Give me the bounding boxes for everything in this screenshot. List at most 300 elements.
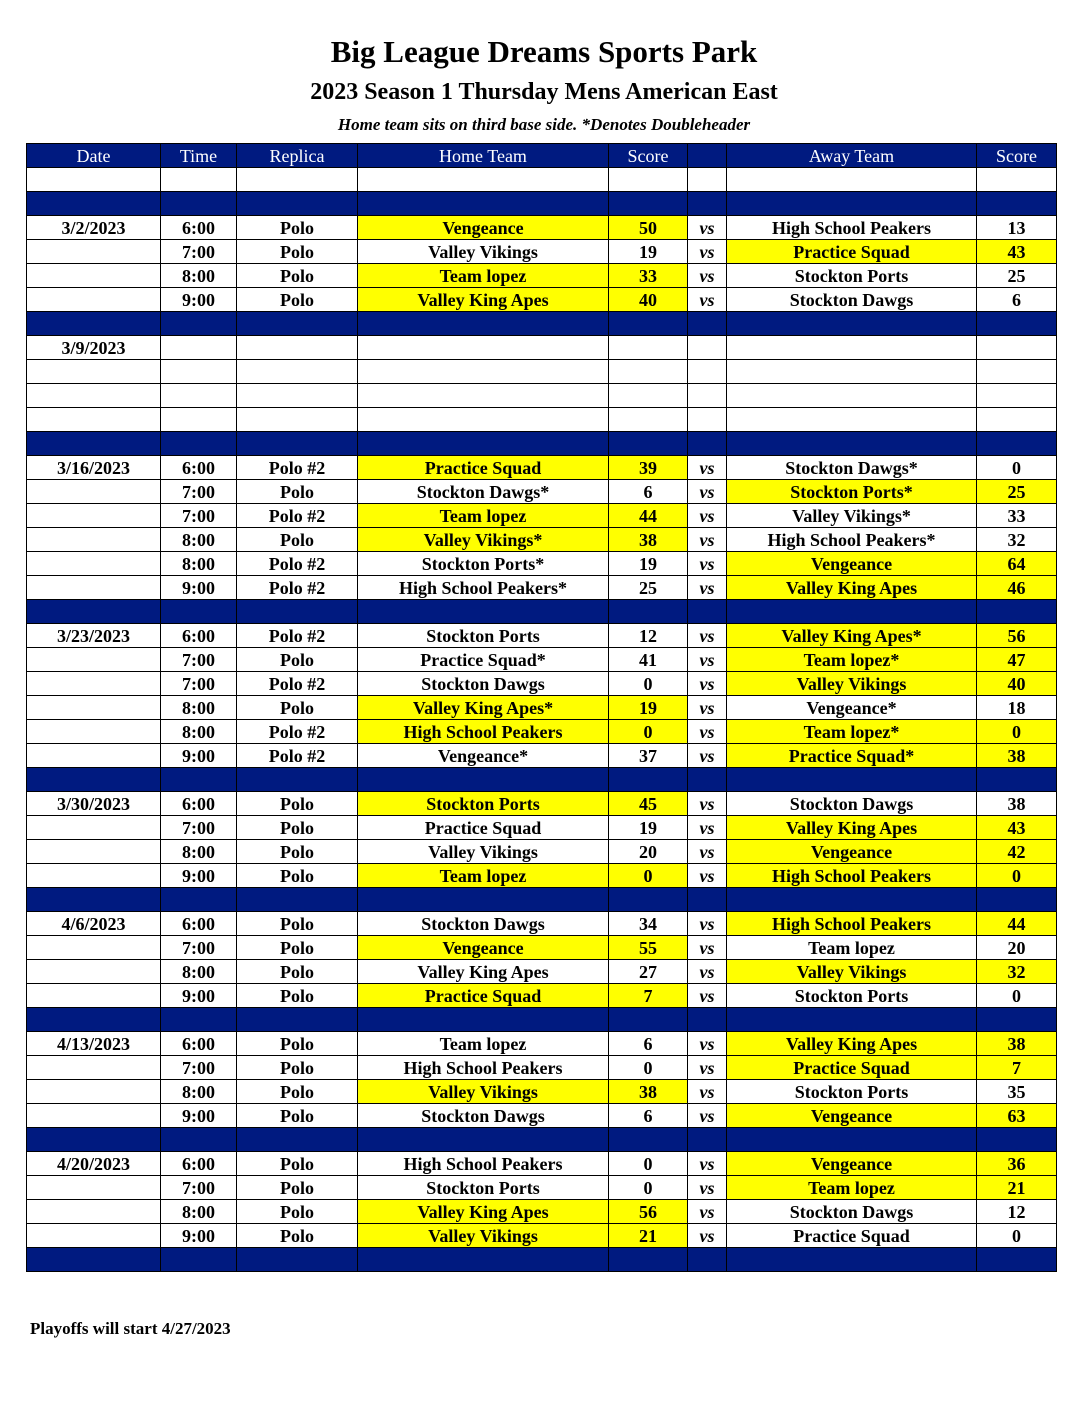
vs-cell [688, 336, 727, 360]
replica-cell: Polo #2 [237, 456, 358, 480]
away-score-cell: 0 [977, 864, 1057, 888]
home-team-cell: Stockton Ports [358, 1176, 609, 1200]
separator-cell [237, 312, 358, 336]
home-team-cell: Stockton Dawgs [358, 1104, 609, 1128]
separator-cell [688, 1128, 727, 1152]
week-separator-row [27, 1008, 1057, 1032]
time-cell: 8:00 [161, 528, 237, 552]
vs-cell: vs [688, 288, 727, 312]
table-row [27, 336, 1057, 360]
separator-cell [161, 1008, 237, 1032]
separator-cell [27, 1008, 161, 1032]
time-cell: 6:00 [161, 792, 237, 816]
vs-cell: vs [688, 240, 727, 264]
away-team-cell: Team lopez [727, 936, 977, 960]
away-team-cell: Stockton Ports [727, 1080, 977, 1104]
home-team-cell: Practice Squad [358, 816, 609, 840]
replica-cell [237, 168, 358, 192]
time-cell: 9:00 [161, 984, 237, 1008]
table-row [27, 504, 1057, 528]
date-cell [27, 960, 161, 984]
replica-cell: Polo [237, 264, 358, 288]
home-score-cell [609, 336, 688, 360]
table-row [27, 1176, 1057, 1200]
separator-cell [688, 192, 727, 216]
vs-cell: vs [688, 264, 727, 288]
home-team-cell: Vengeance [358, 216, 609, 240]
home-score-cell: 0 [609, 720, 688, 744]
col-header-vs [688, 144, 727, 168]
separator-cell [688, 1008, 727, 1032]
replica-cell: Polo [237, 1104, 358, 1128]
home-score-cell: 38 [609, 1080, 688, 1104]
home-team-cell: Stockton Dawgs [358, 672, 609, 696]
week-separator-row [27, 432, 1057, 456]
vs-cell: vs [688, 1032, 727, 1056]
date-cell [27, 240, 161, 264]
separator-cell [688, 600, 727, 624]
away-team-cell: Vengeance [727, 1152, 977, 1176]
vs-cell: vs [688, 864, 727, 888]
home-score-cell [609, 384, 688, 408]
time-cell: 6:00 [161, 912, 237, 936]
vs-cell: vs [688, 744, 727, 768]
home-team-cell: Valley King Apes [358, 288, 609, 312]
home-team-cell: Vengeance [358, 936, 609, 960]
separator-cell [27, 312, 161, 336]
away-team-cell: Stockton Dawgs* [727, 456, 977, 480]
vs-cell: vs [688, 936, 727, 960]
vs-cell: vs [688, 624, 727, 648]
table-header-row [27, 144, 1057, 168]
table-row [27, 984, 1057, 1008]
time-cell: 9:00 [161, 864, 237, 888]
away-team-cell: Valley King Apes [727, 816, 977, 840]
col-header-away-score: Score [977, 144, 1057, 168]
replica-cell: Polo [237, 240, 358, 264]
home-score-cell: 12 [609, 624, 688, 648]
separator-cell [358, 1128, 609, 1152]
vs-cell: vs [688, 984, 727, 1008]
time-cell: 7:00 [161, 672, 237, 696]
table-row [27, 1224, 1057, 1248]
away-score-cell: 46 [977, 576, 1057, 600]
table-row [27, 696, 1057, 720]
date-cell [27, 552, 161, 576]
home-score-cell: 19 [609, 240, 688, 264]
separator-cell [237, 600, 358, 624]
home-score-cell: 45 [609, 792, 688, 816]
home-team-cell: Practice Squad [358, 456, 609, 480]
date-cell: 3/2/2023 [27, 216, 161, 240]
time-cell: 7:00 [161, 240, 237, 264]
separator-cell [977, 1248, 1057, 1272]
playoffs-note: Playoffs will start 4/27/2023 [30, 1319, 231, 1338]
replica-cell: Polo #2 [237, 552, 358, 576]
separator-cell [609, 888, 688, 912]
time-cell: 8:00 [161, 696, 237, 720]
away-score-cell: 40 [977, 672, 1057, 696]
date-cell: 3/23/2023 [27, 624, 161, 648]
home-score-cell: 0 [609, 864, 688, 888]
home-team-cell: Stockton Ports [358, 624, 609, 648]
home-team-cell: Stockton Dawgs* [358, 480, 609, 504]
table-row [27, 384, 1057, 408]
separator-cell [237, 1008, 358, 1032]
separator-cell [609, 192, 688, 216]
away-score-cell [977, 168, 1057, 192]
separator-cell [727, 1248, 977, 1272]
separator-cell [27, 768, 161, 792]
vs-cell: vs [688, 1152, 727, 1176]
away-score-cell: 56 [977, 624, 1057, 648]
separator-cell [358, 1008, 609, 1032]
time-cell: 8:00 [161, 1080, 237, 1104]
home-team-cell: Valley Vikings [358, 840, 609, 864]
away-team-cell: Practice Squad* [727, 744, 977, 768]
table-row [27, 912, 1057, 936]
separator-cell [161, 1128, 237, 1152]
away-team-cell [727, 408, 977, 432]
home-team-cell [358, 336, 609, 360]
time-cell: 6:00 [161, 1032, 237, 1056]
col-header-date: Date [27, 144, 161, 168]
separator-cell [977, 888, 1057, 912]
vs-cell [688, 168, 727, 192]
away-score-cell: 7 [977, 1056, 1057, 1080]
replica-cell: Polo [237, 984, 358, 1008]
table-row [27, 672, 1057, 696]
home-team-cell: High School Peakers [358, 720, 609, 744]
table-row [27, 240, 1057, 264]
separator-cell [358, 192, 609, 216]
away-team-cell: Vengeance* [727, 696, 977, 720]
replica-cell: Polo [237, 1032, 358, 1056]
replica-cell: Polo [237, 840, 358, 864]
time-cell: 6:00 [161, 1152, 237, 1176]
col-header-away-team: Away Team [727, 144, 977, 168]
away-score-cell: 35 [977, 1080, 1057, 1104]
separator-cell [727, 432, 977, 456]
home-team-cell: Valley Vikings [358, 1080, 609, 1104]
home-score-cell: 33 [609, 264, 688, 288]
time-cell: 8:00 [161, 1200, 237, 1224]
replica-cell: Polo [237, 864, 358, 888]
home-score-cell: 40 [609, 288, 688, 312]
separator-cell [358, 888, 609, 912]
away-score-cell: 32 [977, 528, 1057, 552]
away-score-cell [977, 408, 1057, 432]
separator-cell [27, 432, 161, 456]
separator-cell [161, 192, 237, 216]
home-score-cell: 39 [609, 456, 688, 480]
separator-cell [688, 432, 727, 456]
separator-cell [237, 1248, 358, 1272]
away-score-cell [977, 384, 1057, 408]
table-row [27, 216, 1057, 240]
away-team-cell: Valley King Apes [727, 576, 977, 600]
separator-cell [161, 600, 237, 624]
replica-cell: Polo [237, 1056, 358, 1080]
time-cell: 9:00 [161, 576, 237, 600]
replica-cell: Polo [237, 648, 358, 672]
date-cell [27, 1104, 161, 1128]
replica-cell: Polo [237, 936, 358, 960]
replica-cell [237, 360, 358, 384]
away-team-cell [727, 384, 977, 408]
vs-cell: vs [688, 552, 727, 576]
separator-cell [358, 432, 609, 456]
home-team-cell: Valley Vikings* [358, 528, 609, 552]
schedule-note: Home team sits on third base side. *Denotes Doubleheader [337, 115, 751, 134]
separator-cell [727, 600, 977, 624]
time-cell: 7:00 [161, 648, 237, 672]
col-header-home-team: Home Team [358, 144, 609, 168]
vs-cell: vs [688, 720, 727, 744]
separator-cell [161, 888, 237, 912]
separator-cell [688, 312, 727, 336]
date-cell [27, 480, 161, 504]
date-cell [27, 696, 161, 720]
home-team-cell: High School Peakers [358, 1056, 609, 1080]
away-team-cell: Stockton Ports [727, 264, 977, 288]
away-team-cell: Valley King Apes* [727, 624, 977, 648]
time-cell: 6:00 [161, 456, 237, 480]
separator-cell [977, 192, 1057, 216]
table-row [27, 264, 1057, 288]
away-score-cell: 43 [977, 816, 1057, 840]
date-cell [27, 1200, 161, 1224]
vs-cell: vs [688, 960, 727, 984]
vs-cell: vs [688, 672, 727, 696]
away-score-cell: 63 [977, 1104, 1057, 1128]
away-team-cell: Valley King Apes [727, 1032, 977, 1056]
week-separator-row [27, 888, 1057, 912]
vs-cell: vs [688, 1080, 727, 1104]
replica-cell: Polo #2 [237, 624, 358, 648]
col-header-replica: Replica [237, 144, 358, 168]
home-team-cell: Valley Vikings [358, 1224, 609, 1248]
home-score-cell [609, 408, 688, 432]
away-team-cell [727, 168, 977, 192]
time-cell: 9:00 [161, 1104, 237, 1128]
separator-cell [237, 192, 358, 216]
vs-cell: vs [688, 1224, 727, 1248]
separator-cell [727, 1008, 977, 1032]
separator-cell [727, 768, 977, 792]
away-team-cell: Stockton Dawgs [727, 792, 977, 816]
away-team-cell: High School Peakers [727, 912, 977, 936]
separator-cell [609, 1248, 688, 1272]
away-team-cell: Practice Squad [727, 1224, 977, 1248]
time-cell [161, 168, 237, 192]
home-score-cell: 19 [609, 816, 688, 840]
separator-cell [977, 768, 1057, 792]
home-score-cell: 6 [609, 1104, 688, 1128]
replica-cell: Polo [237, 1080, 358, 1104]
away-team-cell: Team lopez* [727, 720, 977, 744]
separator-cell [237, 432, 358, 456]
home-team-cell: Team lopez [358, 864, 609, 888]
time-cell: 6:00 [161, 624, 237, 648]
table-row [27, 1104, 1057, 1128]
vs-cell: vs [688, 456, 727, 480]
away-score-cell: 0 [977, 984, 1057, 1008]
date-cell: 3/30/2023 [27, 792, 161, 816]
home-team-cell: Valley King Apes [358, 960, 609, 984]
time-cell: 9:00 [161, 1224, 237, 1248]
date-cell [27, 576, 161, 600]
separator-cell [688, 1248, 727, 1272]
vs-cell: vs [688, 480, 727, 504]
separator-cell [977, 600, 1057, 624]
col-header-time: Time [161, 144, 237, 168]
separator-cell [609, 768, 688, 792]
time-cell: 7:00 [161, 936, 237, 960]
home-score-cell: 20 [609, 840, 688, 864]
home-score-cell: 0 [609, 1152, 688, 1176]
time-cell: 9:00 [161, 288, 237, 312]
replica-cell: Polo [237, 792, 358, 816]
home-score-cell: 19 [609, 552, 688, 576]
replica-cell: Polo [237, 1200, 358, 1224]
replica-cell: Polo #2 [237, 672, 358, 696]
time-cell: 7:00 [161, 480, 237, 504]
table-row [27, 288, 1057, 312]
away-team-cell: Vengeance [727, 1104, 977, 1128]
time-cell: 7:00 [161, 816, 237, 840]
replica-cell: Polo #2 [237, 576, 358, 600]
away-team-cell: Stockton Dawgs [727, 288, 977, 312]
home-score-cell: 6 [609, 1032, 688, 1056]
time-cell: 8:00 [161, 552, 237, 576]
away-score-cell: 21 [977, 1176, 1057, 1200]
week-separator-row [27, 312, 1057, 336]
date-cell [27, 1080, 161, 1104]
table-row [27, 480, 1057, 504]
home-team-cell: Stockton Dawgs [358, 912, 609, 936]
away-team-cell [727, 336, 977, 360]
date-cell [27, 1224, 161, 1248]
date-cell [27, 384, 161, 408]
separator-cell [161, 768, 237, 792]
date-cell [27, 840, 161, 864]
replica-cell [237, 408, 358, 432]
away-score-cell: 0 [977, 456, 1057, 480]
away-team-cell: Vengeance [727, 552, 977, 576]
vs-cell: vs [688, 528, 727, 552]
replica-cell: Polo [237, 528, 358, 552]
home-score-cell: 37 [609, 744, 688, 768]
date-cell [27, 504, 161, 528]
vs-cell: vs [688, 696, 727, 720]
vs-cell [688, 360, 727, 384]
away-team-cell: Valley Vikings [727, 672, 977, 696]
time-cell [161, 408, 237, 432]
separator-cell [609, 312, 688, 336]
vs-cell [688, 384, 727, 408]
away-score-cell: 32 [977, 960, 1057, 984]
away-score-cell: 0 [977, 1224, 1057, 1248]
home-score-cell: 6 [609, 480, 688, 504]
home-team-cell: Team lopez [358, 1032, 609, 1056]
home-score-cell: 21 [609, 1224, 688, 1248]
vs-cell: vs [688, 504, 727, 528]
home-score-cell: 55 [609, 936, 688, 960]
separator-cell [27, 600, 161, 624]
date-cell [27, 816, 161, 840]
time-cell: 7:00 [161, 504, 237, 528]
separator-cell [27, 1128, 161, 1152]
date-cell: 4/13/2023 [27, 1032, 161, 1056]
separator-cell [358, 1248, 609, 1272]
home-score-cell [609, 168, 688, 192]
table-row [27, 168, 1057, 192]
table-row [27, 1056, 1057, 1080]
home-team-cell: Valley King Apes [358, 1200, 609, 1224]
away-team-cell: Team lopez* [727, 648, 977, 672]
away-score-cell: 64 [977, 552, 1057, 576]
home-score-cell: 27 [609, 960, 688, 984]
table-row [27, 1152, 1057, 1176]
separator-cell [237, 768, 358, 792]
date-cell [27, 1056, 161, 1080]
separator-cell [977, 1008, 1057, 1032]
separator-cell [27, 192, 161, 216]
away-score-cell [977, 336, 1057, 360]
separator-cell [688, 768, 727, 792]
away-score-cell: 12 [977, 1200, 1057, 1224]
home-team-cell [358, 384, 609, 408]
home-team-cell [358, 408, 609, 432]
replica-cell: Polo [237, 816, 358, 840]
separator-cell [727, 888, 977, 912]
table-row [27, 408, 1057, 432]
replica-cell: Polo [237, 960, 358, 984]
col-header-home-score: Score [609, 144, 688, 168]
date-cell [27, 288, 161, 312]
home-score-cell: 44 [609, 504, 688, 528]
home-team-cell: Stockton Ports* [358, 552, 609, 576]
week-separator-row [27, 1128, 1057, 1152]
away-score-cell: 18 [977, 696, 1057, 720]
home-team-cell: Team lopez [358, 264, 609, 288]
away-score-cell: 38 [977, 792, 1057, 816]
time-cell: 6:00 [161, 216, 237, 240]
replica-cell: Polo [237, 480, 358, 504]
vs-cell: vs [688, 792, 727, 816]
table-row [27, 528, 1057, 552]
time-cell: 8:00 [161, 720, 237, 744]
home-team-cell: High School Peakers* [358, 576, 609, 600]
date-cell [27, 264, 161, 288]
away-score-cell: 38 [977, 1032, 1057, 1056]
home-team-cell: Practice Squad* [358, 648, 609, 672]
away-team-cell: Team lopez [727, 1176, 977, 1200]
away-score-cell: 47 [977, 648, 1057, 672]
home-score-cell: 56 [609, 1200, 688, 1224]
home-score-cell: 19 [609, 696, 688, 720]
away-score-cell: 38 [977, 744, 1057, 768]
replica-cell: Polo [237, 288, 358, 312]
separator-cell [27, 888, 161, 912]
replica-cell: Polo [237, 1224, 358, 1248]
schedule-table [26, 143, 1057, 1272]
date-cell [27, 744, 161, 768]
replica-cell: Polo [237, 216, 358, 240]
separator-cell [161, 1248, 237, 1272]
page-subtitle: 2023 Season 1 Thursday Mens American East [310, 79, 778, 105]
